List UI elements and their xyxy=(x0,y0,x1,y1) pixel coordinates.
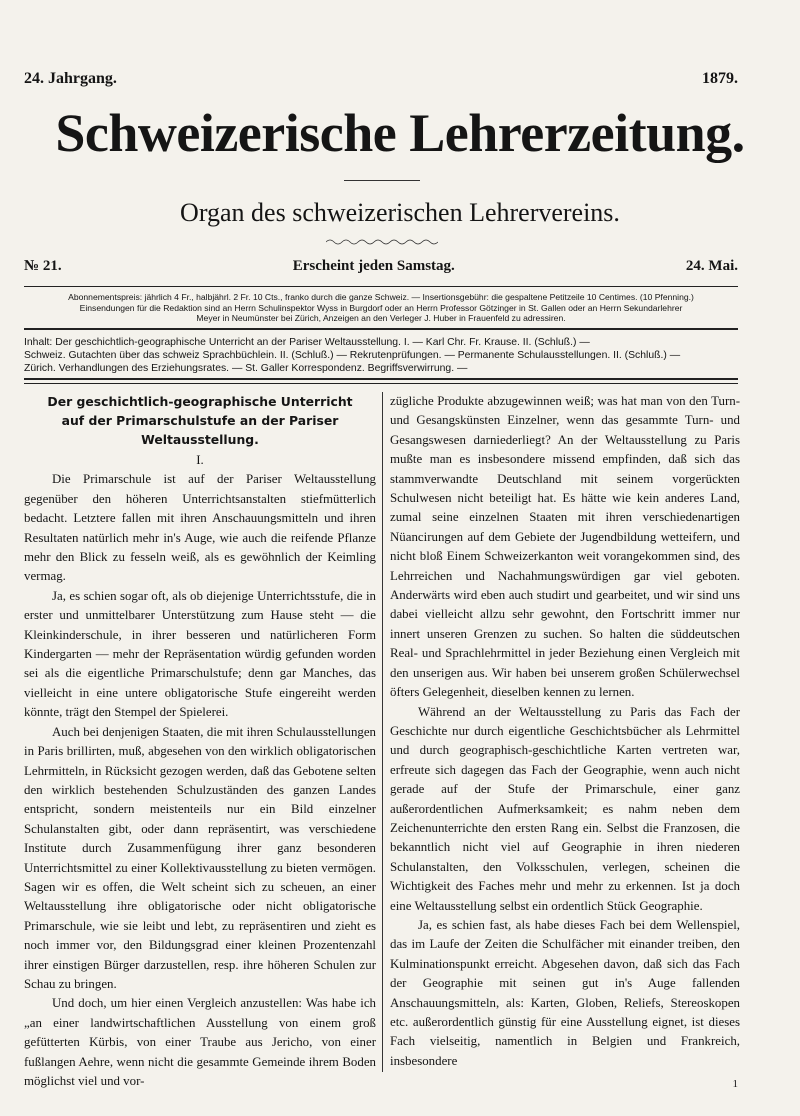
table-of-contents xyxy=(24,336,738,375)
paragraph: Während an der Weltausstellung zu Paris das Fach der Geschichte nur durch eigentliche Geschichtsbücher als Lehrmittel und durch geographisch-geschichtliche Karten vertreten war, erfreute sich dagegen das Fach der Geographie, wenn auch nicht gerade auf der Stufe der Primarschule, einer ganz außerordentlichen Aufmerksamkeit; es nahm neben dem Zeichenunterrichte den ersten Rang ein. Selbst die Franzosen, die bekanntlich nicht viel auf Geographie in ihren niederen Schulanstalten, den Volksschulen, verlegen, scheinen die Wichtigkeit des Faches mehr und mehr zu erkennen. Ist ja doch eine Weltausstellung selbst ein ordentlich Stück Geographie. xyxy=(390,704,740,913)
paragraph: Und doch, um hier einen Vergleich anzustellen: Was habe ich „an einer landwirtschaftlichen Ausstellung von einem groß gefütterten Kürbis, von einer Traube aus Jericho, von einer fußlangen Aehre, wenn nicht die gesammte Gemeinde ihrem Boden möglichst viel und vor- xyxy=(24,996,376,1088)
volume-year-row xyxy=(24,70,738,94)
publication-frequency: Erscheint jeden Samstag. xyxy=(292,258,455,274)
issue-info-row xyxy=(24,258,738,282)
paragraph: Die Primarschule ist auf der Pariser Weltausstellung gegenüber den höheren Unterrichtsanstalten stiefmütterlich bedacht. Letztere fallen mit ihren Anschauungsmitteln und ihren Resultaten natürlich mehr in's Auge, wie auch die reifende Pflanze mehr den Blick zu fesseln weiß, als es gewöhnlich der Keimling vermag. xyxy=(24,472,376,584)
article-title xyxy=(24,392,376,449)
subscription-line: Abonnementspreis: jährlich 4 Fr., halbjährl. 2 Fr. 10 Cts., franko durch die ganze Schweiz. — Insertionsgebühr: die gespaltene Petitzeile 10 Centimes. (10 Pfenning.) xyxy=(68,292,694,302)
newspaper-title: Schweizerische Lehrerzeitung. xyxy=(55,103,745,163)
issue-number: № 21. xyxy=(24,258,62,274)
column-divider xyxy=(382,392,383,1072)
subscription-line: Einsendungen für die Redaktion sind an Herrn Schulinspektor Wyss in Burgdorf oder an Herrn Professor Götzinger in St. Gallen oder an Herrn Sekundarlehrer xyxy=(79,302,683,313)
article-title-line: auf der Primarschulstufe an der Pariser xyxy=(61,413,339,428)
section-number: I. xyxy=(196,453,204,467)
year-label: 1879. xyxy=(702,70,738,87)
newspaper-subtitle: Organ des schweizerischen Lehrervereins. xyxy=(180,198,620,227)
paragraph: Auch bei denjenigen Staaten, die mit ihren Schulausstellungen in Paris brillirten, muß, abgesehen von den wirklich obligatorischen Lehrmitteln, in Rücksicht gezogen werden, daß das Gebotene selten den wirklich bestehenden Schulzuständen des ganzen Landes entspricht, sondern meistenteils nur ein Bild einzelner Schulanstalten gibt, oder dann repräsentirt, was verschiedene Institute durch Zusammenfügung ihrer ganz besonderen Unterrichtsmittel zu einer Kollektivausstellung zu bieten vermögen. Sagen wir es offen, die Welt scheint sich zu scheuen, an einer Weltausstellung ihre obligatorische oder nicht obligatorische Primarschule, wie sie leibt und lebt, zu repräsentiren und zieht es noch immer vor, den Bildungsgrad einer kleinen Prozentenzahl ihrer einstigen Bürger darzustellen, resp. ihre höheren Schulen zur Schau zu bringen. xyxy=(24,724,376,991)
article-title-line: Der geschichtlich-geographische Unterricht xyxy=(47,394,353,409)
article-title-line: Weltausstellung. xyxy=(141,432,259,447)
left-column xyxy=(24,392,376,1091)
contents-line: Inhalt: Der geschichtlich-geographische Unterricht an der Pariser Weltausstellung. I. — Karl Chr. Fr. Krause. II. (Schluß.) — xyxy=(24,337,590,348)
subscription-info xyxy=(24,292,738,324)
ornament-divider xyxy=(326,238,438,246)
contents-line: Schweiz. Gutachten über das schweiz Sprachbüchlein. II. (Schluß.) — Rekrutenprüfungen. — Permanente Schulausstellungen. II. (Schluß.) — xyxy=(24,350,681,361)
paragraph: Ja, es schien sogar oft, als ob diejenige Unterrichtsstufe, die in erster und unmittelbarer Unterstützung zum Hause steht — die Kleinkinderschule, in ihrer besseren und natürlicheren Form Kindergarten — mehr der Repräsentation würdig gefunden worden sei als die eigentliche Primarschulstufe; denn gar Manches, das vielleicht in eine untere obligatorische Stufe eingereiht werden könnte, trägt den Stempel der Spielerei. xyxy=(24,588,376,720)
volume-label: 24. Jahrgang. xyxy=(24,70,117,87)
contents-line: Zürich. Verhandlungen des Erziehungsrates. — St. Galler Korrespondenz. Begriffsverwirrung. — xyxy=(24,363,468,374)
issue-date: 24. Mai. xyxy=(685,258,738,274)
contents-bottom-rule-thin xyxy=(24,383,738,384)
subscription-line: Meyer in Neumünster bei Zürich, Anzeigen an den Verleger J. Huber in Frauenfeld zu adressiren. xyxy=(196,313,566,323)
paragraph: zügliche Produkte abzugewinnen weiß; was hat man von den Turn- und Gesangskünsten Einzelner, wenn das gesammte Turn- und Gesangswesen darniederliegt? An der Weltausstellung zu Paris mußte man es insbesondere missend empfinden, daß sich das stammverwandte Deutschland mit seinem vorgerückten Schulwesen nicht beteiligt hat. Es hätte wie kein anderes Land, zumal seine einzelnen Staaten mit ihren verschiedenartigen Nüancirungen auf dem Gebiete der Jugendbildung wetteifern, und nicht bloß Einem Schweizerkanton weit vorangekommen sind, des Lehrreichen und Nachahmungswürdigen gar viel geboten. Anderwärts wird eben auch studirt und gearbeitet, und wir sind uns dabei vielleicht allzu sehr gewohnt, den Fortschritt immer nur innert unseren Grenzen zu suchen. So halten die süddeutschen Real- und Sprachlehrmittel in jeder Beziehung einen Vergleich mit den unserigen aus. Wir haben bei unserem großen Schülerwechsel öfters Gelegenheit, dieselben kennen zu lernen. xyxy=(390,394,740,700)
page-signature: 1 xyxy=(732,1078,738,1090)
contents-top-rule xyxy=(24,328,738,330)
title-rule xyxy=(344,180,420,181)
contents-bottom-rule xyxy=(24,378,738,380)
paragraph: Ja, es schien fast, als habe dieses Fach bei dem Wellenspiel, das im Laufe der Zeiten die Schulfächer mit einander treiben, den Kulminationspunkt erreicht. Abgesehen davon, daß sich das Fach der Geographie mit seinen gut in's Auge fallenden Anschauungsmitteln, als: Karten, Globen, Reliefs, Stereoskopen etc. außerordentlich günstig für eine Ausstellung eignet, ist dieses Fach vielseitig, namentlich in Belgien und Frankreich, insbesondere xyxy=(390,917,740,1068)
right-column xyxy=(390,392,740,1071)
header-rule xyxy=(24,286,738,287)
